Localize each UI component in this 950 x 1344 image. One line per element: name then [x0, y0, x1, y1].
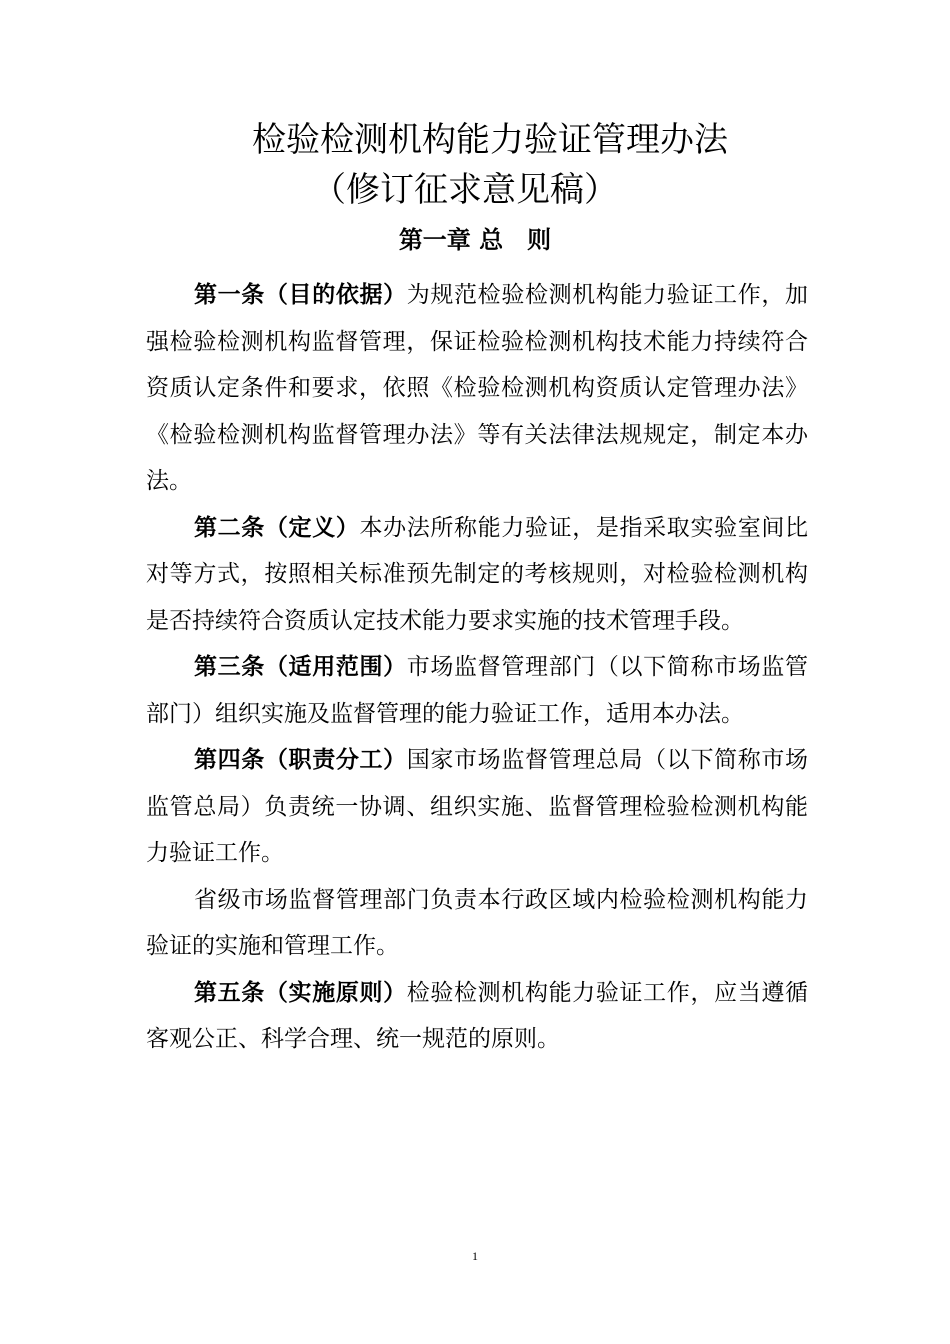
document-body [146, 272, 808, 1063]
article-1 [146, 272, 808, 505]
article-text: 国家市场监督管理总局（以下简称市场监管总局）负责统一协调、组织实施、监督管理检验检测机构能力验证工作。 [146, 747, 809, 866]
document-title: 检验检测机构能力验证管理办法 [252, 120, 728, 160]
article-5 [146, 970, 808, 1063]
article-heading: 第四条（职责分工） [194, 747, 407, 773]
article-4 [146, 737, 808, 877]
article-text: 检验检测机构能力验证工作，应当遵循客观公正、科学合理、统一规范的原则。 [146, 979, 809, 1052]
article-heading: 第二条（定义） [194, 514, 360, 541]
article-2 [146, 505, 808, 645]
document-subtitle: （修订征求意见稿） [312, 170, 618, 210]
article-text: 为规范检验检测机构能力验证工作，加强检验检测机构监督管理，保证检验检测机构技术能力持续符合资质认定条件和要求，依照《检验检测机构资质认定管理办法》《检验检测机构监督管理办法》等有关法律法规规定，制定本办法。 [146, 282, 809, 494]
page-number: 1 [472, 1249, 478, 1263]
article-3 [146, 644, 808, 737]
article-heading: 第三条（适用范围） [194, 654, 407, 680]
article-heading: 第五条（实施原则） [194, 979, 407, 1006]
article-4-continuation [146, 877, 808, 970]
chapter-heading: 第一章 总 则 [398, 226, 552, 254]
article-text: 市场监督管理部门（以下简称市场监管部门）组织实施及监督管理的能力验证工作，适用本办法。 [146, 654, 809, 727]
article-heading: 第一条（目的依据） [194, 282, 407, 308]
article-text: 省级市场监督管理部门负责本行政区域内检验检测机构能力验证的实施和管理工作。 [146, 886, 808, 959]
article-text: 本办法所称能力验证，是指采取实验室间比对等方式，按照相关标准预先制定的考核规则，对检验检测机构是否持续符合资质认定技术能力要求实施的技术管理手段。 [146, 514, 809, 634]
